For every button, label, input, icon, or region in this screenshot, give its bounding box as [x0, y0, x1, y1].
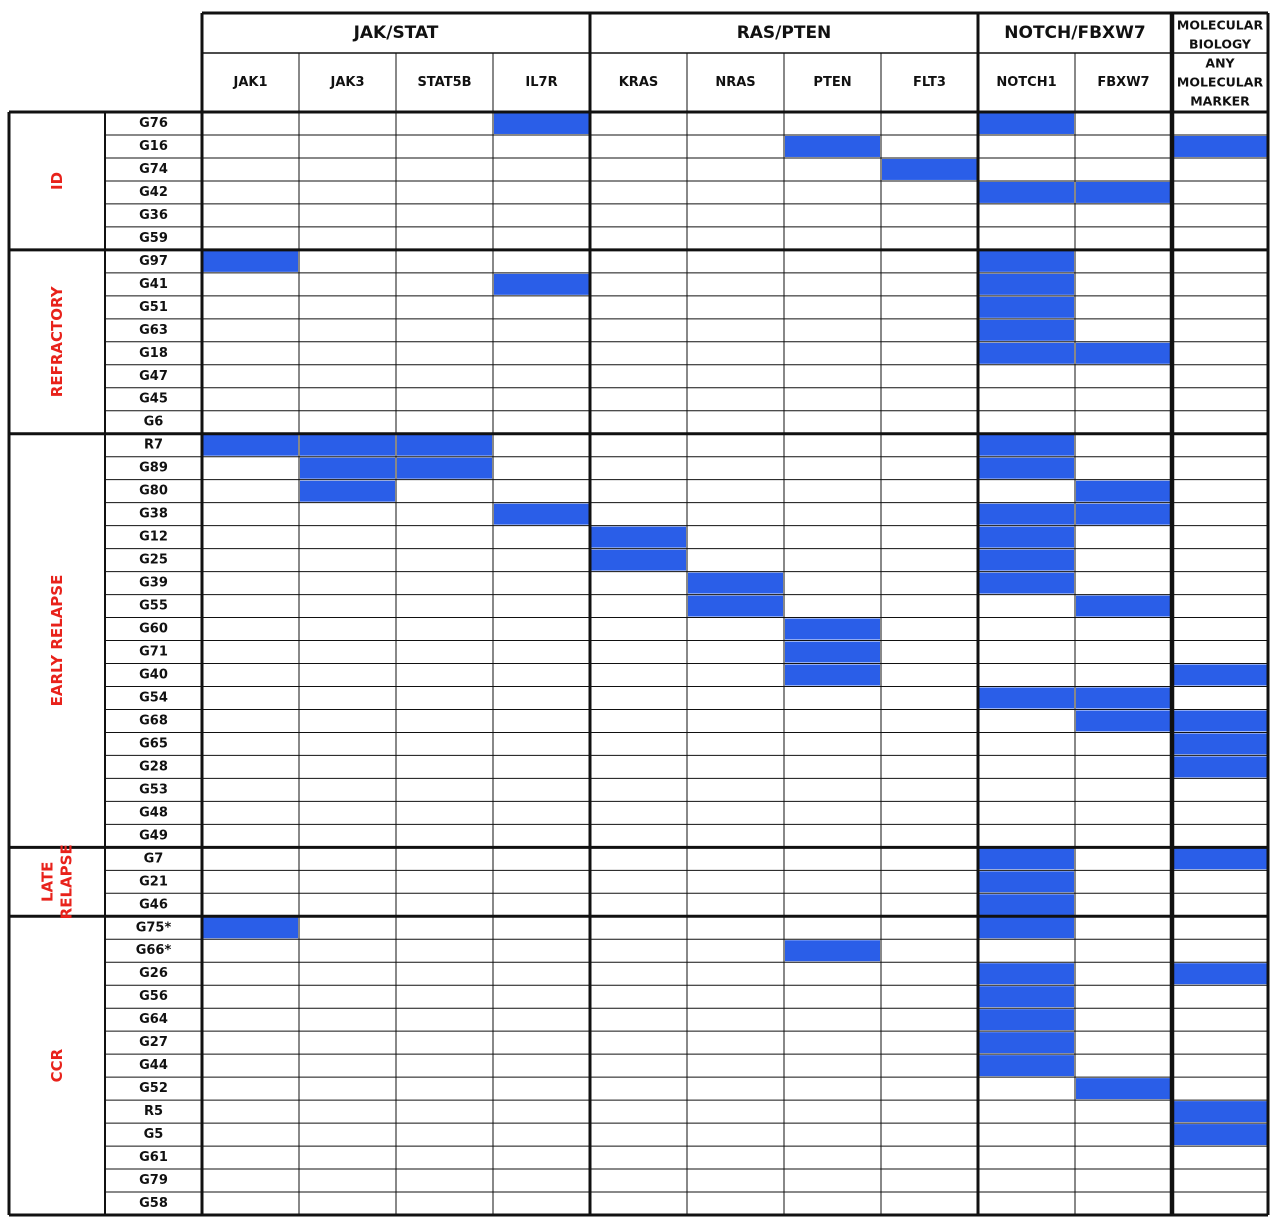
gene-header-kras: KRAS: [618, 75, 659, 90]
sample-label-g66-star: G66*: [135, 943, 172, 959]
sample-label-g44: G44: [139, 1058, 168, 1074]
sample-label-g48: G48: [139, 805, 168, 821]
cell-g55-fbxw7: [1076, 596, 1171, 617]
sample-label-g97: G97: [139, 253, 168, 269]
cell-g97-notch1: [979, 251, 1074, 272]
cell-r5-any-molecular-marker: [1173, 1101, 1267, 1122]
sample-label-g65: G65: [139, 736, 168, 752]
cell-g44-notch1: [979, 1055, 1074, 1076]
gene-header-any-molecular-marker: MOLECULAR: [1176, 74, 1264, 90]
sample-label-g47: G47: [139, 368, 168, 384]
sample-label-g25: G25: [139, 552, 168, 568]
cell-g12-kras: [591, 527, 686, 548]
sample-label-g53: G53: [139, 782, 168, 798]
cell-g52-fbxw7: [1076, 1078, 1171, 1099]
sample-label-g61: G61: [139, 1150, 168, 1166]
cell-g66-star-pten: [785, 940, 880, 961]
cell-g7-notch1: [979, 848, 1074, 869]
cell-g28-any-molecular-marker: [1173, 756, 1267, 777]
cell-g64-notch1: [979, 1009, 1074, 1030]
cell-g51-notch1: [979, 297, 1074, 318]
sample-label-g89: G89: [139, 460, 168, 476]
cell-g39-nras: [688, 573, 783, 594]
sample-label-g58: G58: [139, 1196, 168, 1212]
cell-g41-il7r: [494, 274, 589, 295]
cell-g25-kras: [591, 550, 686, 571]
cell-g76-il7r: [494, 113, 589, 134]
cell-g75-star-jak1: [203, 917, 298, 938]
cell-g39-notch1: [979, 573, 1074, 594]
cell-g26-any-molecular-marker: [1173, 963, 1267, 984]
cell-r7-jak1: [203, 435, 298, 456]
cell-g38-il7r: [494, 504, 589, 525]
cell-g54-fbxw7: [1076, 687, 1171, 708]
category-label-late-relapse: LATE: [38, 861, 57, 903]
gene-header-il7r: IL7R: [525, 75, 558, 90]
cells-layer: [203, 113, 1267, 1145]
gene-header-nras: NRAS: [715, 75, 756, 90]
cell-g27-notch1: [979, 1032, 1074, 1053]
cell-g41-notch1: [979, 274, 1074, 295]
sample-label-g59: G59: [139, 230, 168, 246]
cell-g68-fbxw7: [1076, 710, 1171, 731]
sample-label-g16: G16: [139, 138, 168, 154]
sample-label-g51: G51: [139, 299, 168, 315]
cell-g80-jak3: [300, 481, 395, 502]
cell-g16-pten: [785, 136, 880, 157]
sample-label-g26: G26: [139, 966, 168, 982]
cell-g7-any-molecular-marker: [1173, 848, 1267, 869]
sample-label-g46: G46: [139, 897, 168, 913]
cell-r7-notch1: [979, 435, 1074, 456]
cell-g89-stat5b: [397, 458, 492, 479]
sample-label-g21: G21: [139, 874, 168, 890]
cell-g18-notch1: [979, 343, 1074, 364]
cell-g63-notch1: [979, 320, 1074, 341]
sample-label-g38: G38: [139, 506, 168, 522]
sample-label-g74: G74: [139, 161, 168, 177]
sample-label-g7: G7: [143, 851, 164, 867]
sample-label-g42: G42: [139, 184, 168, 200]
cell-g38-notch1: [979, 504, 1074, 525]
sample-label-g80: G80: [139, 483, 168, 499]
sample-label-g6: G6: [143, 414, 164, 430]
sample-label-r5: R5: [143, 1104, 164, 1120]
gene-header-any-molecular-marker: MARKER: [1190, 93, 1250, 109]
sample-label-g79: G79: [139, 1173, 168, 1189]
sample-label-g18: G18: [139, 345, 168, 361]
sample-label-r7: R7: [143, 437, 164, 453]
cell-g21-notch1: [979, 871, 1074, 892]
gene-header-notch1: NOTCH1: [996, 75, 1057, 90]
group-header-notch-fbxw7: NOTCH/FBXW7: [1004, 23, 1146, 43]
category-label-id: ID: [48, 171, 66, 190]
group-header-molecular-biology: BIOLOGY: [1189, 36, 1251, 52]
group-header-ras-pten: RAS/PTEN: [736, 23, 832, 43]
cell-g65-any-molecular-marker: [1173, 733, 1267, 754]
sample-label-g49: G49: [139, 828, 168, 844]
gene-header-pten: PTEN: [813, 75, 852, 90]
group-header-jak-stat: JAK/STAT: [353, 23, 439, 43]
sample-label-g5: G5: [143, 1127, 164, 1143]
sample-label-g54: G54: [139, 690, 168, 706]
cell-g76-notch1: [979, 113, 1074, 134]
sample-label-g68: G68: [139, 713, 168, 729]
sample-label-g12: G12: [139, 529, 168, 545]
cell-g12-notch1: [979, 527, 1074, 548]
cell-g25-notch1: [979, 550, 1074, 571]
cell-g89-jak3: [300, 458, 395, 479]
sample-label-g64: G64: [139, 1012, 168, 1028]
cell-g5-any-molecular-marker: [1173, 1124, 1267, 1145]
cell-g74-flt3: [882, 159, 977, 180]
cell-g80-fbxw7: [1076, 481, 1171, 502]
sample-label-g27: G27: [139, 1035, 168, 1051]
category-label-ccr: CCR: [48, 1048, 66, 1083]
cell-g89-notch1: [979, 458, 1074, 479]
sample-label-g41: G41: [139, 276, 168, 292]
sample-label-g28: G28: [139, 759, 168, 775]
sample-label-g36: G36: [139, 207, 168, 223]
cell-g71-pten: [785, 642, 880, 663]
sample-label-g56: G56: [139, 989, 168, 1005]
sample-label-g63: G63: [139, 322, 168, 338]
gene-header-jak1: JAK1: [233, 75, 268, 90]
cell-g68-any-molecular-marker: [1173, 710, 1267, 731]
cell-g60-pten: [785, 619, 880, 640]
group-header-molecular-biology: MOLECULAR: [1176, 17, 1264, 33]
cell-g75-star-notch1: [979, 917, 1074, 938]
gene-header-any-molecular-marker: ANY: [1205, 55, 1235, 71]
gene-header-stat5b: STAT5B: [417, 75, 472, 90]
cell-g56-notch1: [979, 986, 1074, 1007]
sample-label-g40: G40: [139, 667, 168, 683]
sample-label-g75-star: G75*: [135, 920, 172, 936]
cell-g40-pten: [785, 665, 880, 686]
category-label-late-relapse: RELAPSE: [57, 844, 76, 920]
cell-g46-notch1: [979, 894, 1074, 915]
sample-label-g71: G71: [139, 644, 168, 660]
cell-r7-stat5b: [397, 435, 492, 456]
cell-g54-notch1: [979, 687, 1074, 708]
category-label-refractory: REFRACTORY: [48, 286, 66, 398]
sample-label-g45: G45: [139, 391, 168, 407]
cell-g26-notch1: [979, 963, 1074, 984]
cell-g42-fbxw7: [1076, 182, 1171, 203]
cell-g18-fbxw7: [1076, 343, 1171, 364]
sample-label-g76: G76: [139, 115, 168, 131]
cell-g55-nras: [688, 596, 783, 617]
cell-g40-any-molecular-marker: [1173, 665, 1267, 686]
cell-r7-jak3: [300, 435, 395, 456]
gene-header-flt3: FLT3: [913, 75, 946, 90]
sample-label-g39: G39: [139, 575, 168, 591]
sample-label-g55: G55: [139, 598, 168, 614]
cell-g38-fbxw7: [1076, 504, 1171, 525]
category-label-early-relapse: EARLY RELAPSE: [48, 574, 66, 707]
cell-g97-jak1: [203, 251, 298, 272]
cell-g16-any-molecular-marker: [1173, 136, 1267, 157]
sample-label-g60: G60: [139, 621, 168, 637]
cell-g42-notch1: [979, 182, 1074, 203]
sample-label-g52: G52: [139, 1081, 168, 1097]
gene-header-fbxw7: FBXW7: [1097, 75, 1150, 90]
gene-header-jak3: JAK3: [330, 75, 365, 90]
